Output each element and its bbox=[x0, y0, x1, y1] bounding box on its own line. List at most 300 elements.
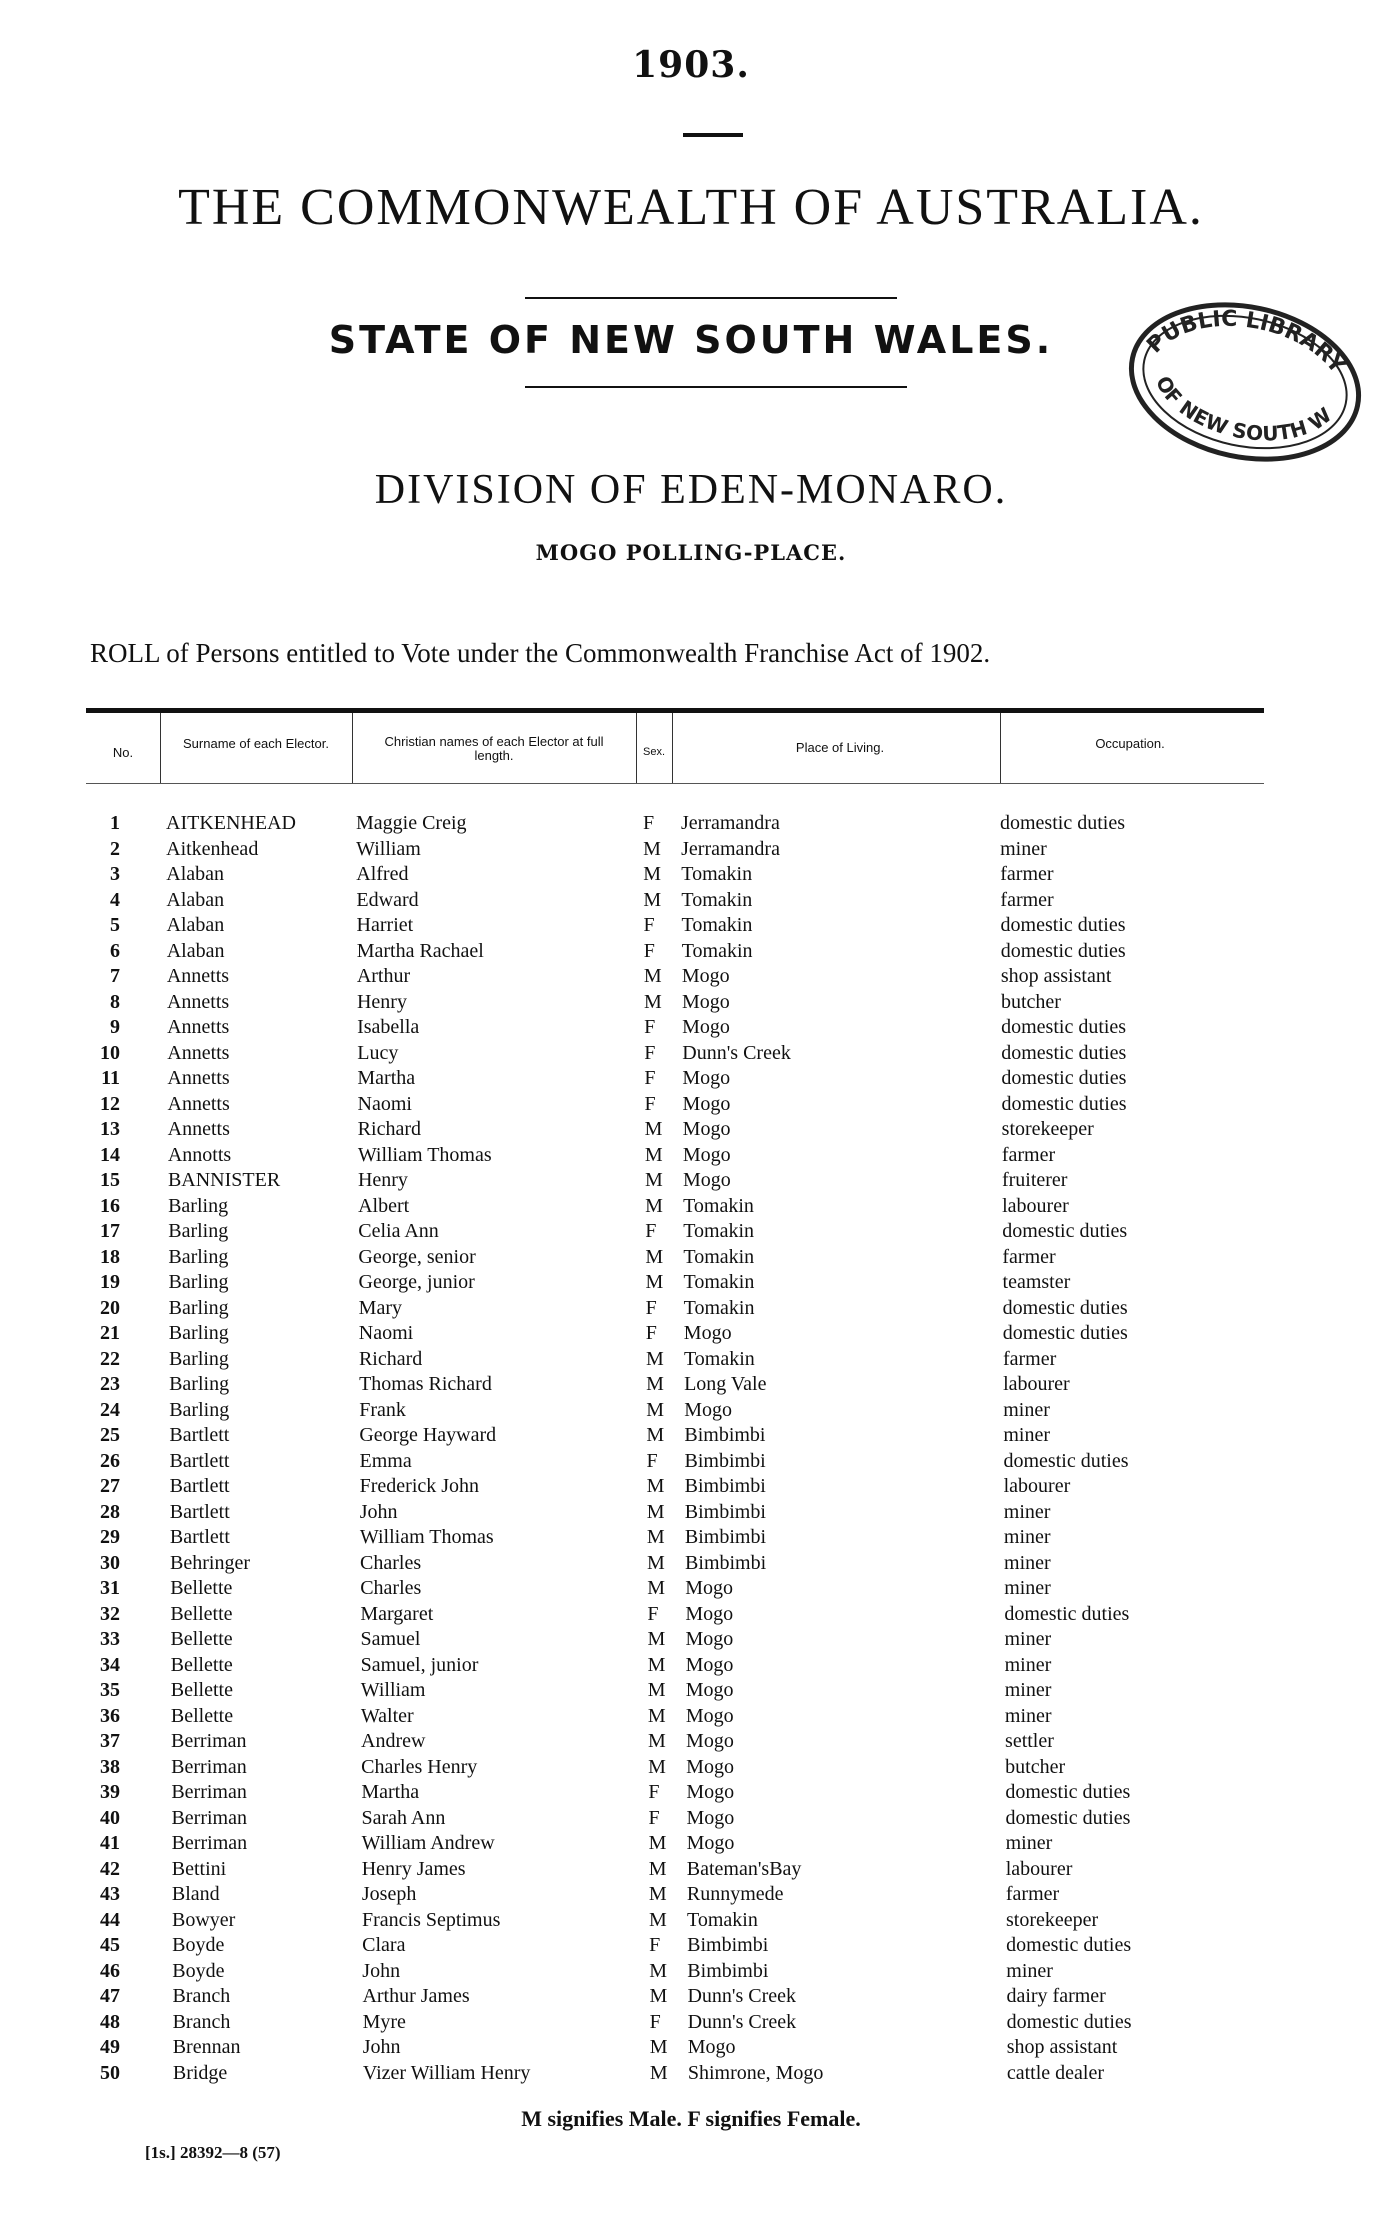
row-number: 38 bbox=[100, 1755, 120, 1778]
place-cell: Mogo bbox=[686, 1730, 734, 1752]
christian-names-cell: Walter bbox=[360, 1704, 414, 1727]
surname-cell: Berriman bbox=[171, 1806, 247, 1829]
place-cell: Mogo bbox=[682, 1169, 731, 1191]
surname-cell: Barling bbox=[168, 1347, 229, 1370]
surname-cell: Annetts bbox=[167, 1016, 230, 1038]
polling-place-title: MOGO POLLING-PLACE. bbox=[535, 540, 847, 565]
table-row bbox=[0, 1424, 1382, 1450]
place-cell: Mogo bbox=[685, 1577, 733, 1599]
christian-names-cell: Edward bbox=[356, 888, 419, 911]
table-row bbox=[0, 2062, 1382, 2088]
occupation-cell: butcher bbox=[1005, 1755, 1066, 1778]
sex-cell: M bbox=[646, 1500, 665, 1523]
occupation-cell: domestic duties bbox=[1001, 1067, 1127, 1089]
row-number: 46 bbox=[100, 1959, 120, 1982]
row-number: 42 bbox=[100, 1857, 120, 1880]
sex-legend: M signifies Male. F signifies Female. bbox=[521, 2106, 861, 2131]
christian-names-cell: Richard bbox=[357, 1118, 421, 1140]
row-number: 43 bbox=[100, 1883, 120, 1905]
surname-cell: Annotts bbox=[167, 1143, 232, 1166]
table-row bbox=[0, 1577, 1382, 1603]
christian-names-cell: Myre bbox=[362, 2010, 406, 2033]
surname-cell: Barling bbox=[168, 1296, 229, 1319]
christian-names-cell: Emma bbox=[359, 1449, 412, 1472]
surname-cell: Bartlett bbox=[169, 1526, 230, 1548]
christian-names-cell: William bbox=[360, 1679, 426, 1701]
occupation-cell: domestic duties bbox=[1001, 1041, 1127, 1064]
place-cell: Bimbimbi bbox=[684, 1424, 766, 1446]
row-number: 41 bbox=[100, 1832, 120, 1854]
place-cell: Bateman'sBay bbox=[686, 1857, 802, 1880]
christian-names-cell: William Thomas bbox=[357, 1143, 492, 1166]
occupation-cell: miner bbox=[1003, 1424, 1051, 1446]
surname-cell: Alaban bbox=[166, 939, 225, 962]
row-number: 29 bbox=[100, 1526, 120, 1548]
table-row bbox=[0, 1552, 1382, 1578]
sex-cell: F bbox=[646, 1449, 658, 1472]
surname-cell: Bellette bbox=[170, 1704, 234, 1727]
sex-cell: M bbox=[645, 1194, 663, 1217]
christian-names-cell: Margaret bbox=[360, 1602, 434, 1625]
place-cell: Mogo bbox=[686, 1755, 734, 1778]
christian-names-cell: Celia Ann bbox=[358, 1220, 439, 1242]
occupation-cell: miner bbox=[1004, 1577, 1051, 1599]
sex-cell: M bbox=[643, 965, 662, 987]
surname-cell: Annetts bbox=[166, 990, 230, 1013]
row-number: 36 bbox=[100, 1704, 120, 1727]
christian-names-cell: Charles bbox=[360, 1577, 422, 1599]
table-row bbox=[0, 1348, 1382, 1374]
sex-cell: F bbox=[645, 1220, 657, 1242]
column-divider bbox=[1000, 713, 1001, 783]
table-row bbox=[0, 1909, 1382, 1935]
surname-cell: Bartlett bbox=[169, 1500, 230, 1523]
row-number: 34 bbox=[100, 1653, 120, 1676]
occupation-cell: domestic duties bbox=[1000, 914, 1126, 936]
sex-cell: F bbox=[643, 914, 655, 936]
sex-cell: F bbox=[648, 1806, 660, 1829]
occupation-cell: domestic duties bbox=[1003, 1449, 1129, 1472]
place-cell: Tomakin bbox=[683, 1194, 754, 1217]
table-row bbox=[0, 1169, 1382, 1195]
surname-cell: Annetts bbox=[167, 1118, 230, 1140]
place-cell: Tomakin bbox=[683, 1245, 755, 1268]
sex-cell: M bbox=[647, 1551, 665, 1574]
occupation-cell: domestic duties bbox=[1002, 1296, 1128, 1319]
row-number: 19 bbox=[100, 1271, 120, 1293]
sex-cell: M bbox=[647, 1679, 666, 1701]
christian-names-cell: Charles Henry bbox=[361, 1755, 478, 1778]
row-number: 44 bbox=[100, 1908, 120, 1931]
row-number: 12 bbox=[100, 1092, 120, 1115]
place-cell: Tomakin bbox=[681, 863, 753, 885]
row-number: 10 bbox=[100, 1041, 120, 1064]
surname-cell: Alaban bbox=[166, 863, 225, 885]
row-number: 37 bbox=[100, 1730, 120, 1752]
column-divider bbox=[160, 713, 161, 783]
table-row bbox=[0, 889, 1382, 915]
sex-cell: M bbox=[643, 888, 662, 911]
commonwealth-title: THE COMMONWEALTH OF AUSTRALIA. bbox=[178, 179, 1204, 236]
surname-cell: Berriman bbox=[171, 1781, 247, 1803]
christian-names-cell: Isabella bbox=[357, 1016, 420, 1038]
christian-names-cell: Samuel, junior bbox=[360, 1653, 479, 1676]
occupation-cell: farmer bbox=[1002, 1245, 1056, 1268]
table-row bbox=[0, 1934, 1382, 1960]
place-cell: Mogo bbox=[686, 1806, 735, 1829]
column-divider bbox=[636, 713, 637, 783]
occupation-cell: domestic duties bbox=[1006, 1934, 1132, 1956]
surname-cell: Brennan bbox=[172, 2036, 241, 2058]
occupation-cell: butcher bbox=[1000, 990, 1061, 1013]
christian-names-cell: Lucy bbox=[357, 1041, 399, 1064]
surname-cell: BANNISTER bbox=[167, 1169, 281, 1191]
table-row bbox=[0, 2011, 1382, 2037]
christian-names-cell: Martha bbox=[357, 1067, 416, 1089]
occupation-cell: labourer bbox=[1003, 1475, 1071, 1497]
occupation-cell: storekeeper bbox=[1006, 1908, 1099, 1931]
sex-cell: M bbox=[644, 1143, 663, 1166]
table-row bbox=[0, 1067, 1382, 1093]
sex-cell: M bbox=[649, 1985, 668, 2007]
table-row bbox=[0, 1373, 1382, 1399]
table-row bbox=[0, 1858, 1382, 1884]
row-number: 15 bbox=[100, 1169, 120, 1191]
sex-cell: M bbox=[644, 1169, 663, 1191]
surname-cell: Bettini bbox=[171, 1857, 227, 1880]
christian-names-cell: Henry James bbox=[361, 1857, 466, 1880]
table-row bbox=[0, 1271, 1382, 1297]
christian-names-cell: Clara bbox=[362, 1934, 406, 1956]
occupation-cell: shop assistant bbox=[1000, 965, 1112, 987]
place-cell: Mogo bbox=[682, 1143, 731, 1166]
table-row bbox=[0, 1118, 1382, 1144]
christian-names-cell: John bbox=[362, 1959, 401, 1982]
place-cell: Mogo bbox=[685, 1602, 734, 1625]
christian-names-cell: Naomi bbox=[357, 1092, 412, 1115]
christian-names-cell: Alfred bbox=[356, 863, 409, 885]
surname-cell: Annetts bbox=[167, 1041, 230, 1064]
christian-names-cell: William Thomas bbox=[359, 1526, 494, 1548]
christian-names-cell: Andrew bbox=[361, 1730, 426, 1752]
sex-cell: M bbox=[646, 1398, 665, 1421]
divider-rule bbox=[525, 386, 907, 388]
place-cell: Dunn's Creek bbox=[682, 1041, 791, 1064]
place-cell: Bimbimbi bbox=[685, 1551, 767, 1574]
occupation-cell: fruiterer bbox=[1001, 1169, 1068, 1191]
christian-names-cell: George, junior bbox=[358, 1271, 475, 1293]
sex-cell: M bbox=[645, 1245, 664, 1268]
occupation-cell: farmer bbox=[1005, 1883, 1060, 1905]
surname-cell: Barling bbox=[168, 1245, 229, 1268]
place-cell: Mogo bbox=[682, 1067, 731, 1089]
place-cell: Tomakin bbox=[681, 914, 753, 936]
table-row bbox=[0, 1832, 1382, 1858]
row-number: 13 bbox=[100, 1118, 120, 1140]
surname-cell: Berriman bbox=[171, 1730, 247, 1752]
table-row bbox=[0, 991, 1382, 1017]
row-number: 8 bbox=[110, 990, 120, 1013]
surname-cell: Bellette bbox=[170, 1602, 233, 1625]
svg-text:PUBLIC LIBRARY: PUBLIC LIBRARY bbox=[1142, 306, 1350, 379]
christian-names-cell: William Andrew bbox=[361, 1832, 495, 1854]
christian-names-cell: Harriet bbox=[356, 914, 414, 936]
place-cell: Mogo bbox=[682, 1016, 730, 1038]
surname-cell: Barling bbox=[168, 1194, 229, 1217]
occupation-cell: miner bbox=[1003, 1500, 1051, 1523]
occupation-cell: settler bbox=[1005, 1730, 1054, 1752]
place-cell: Dunn's Creek bbox=[687, 2010, 797, 2033]
row-number: 6 bbox=[110, 939, 120, 962]
occupation-cell: miner bbox=[1005, 1832, 1053, 1854]
sex-cell: M bbox=[643, 837, 661, 860]
place-cell: Mogo bbox=[686, 1781, 735, 1803]
sex-cell: M bbox=[647, 1628, 666, 1650]
row-number: 9 bbox=[110, 1016, 120, 1038]
place-cell: Mogo bbox=[685, 1704, 734, 1727]
occupation-cell: miner bbox=[1004, 1679, 1052, 1701]
place-cell: Mogo bbox=[684, 1398, 733, 1421]
divider-rule bbox=[525, 297, 897, 299]
place-cell: Tomakin bbox=[683, 1271, 755, 1293]
christian-names-cell: Frederick John bbox=[359, 1475, 480, 1497]
table-row bbox=[0, 1246, 1382, 1272]
christian-names-cell: Joseph bbox=[361, 1883, 417, 1905]
sex-cell: F bbox=[645, 1322, 657, 1344]
place-cell: Mogo bbox=[681, 965, 730, 987]
sex-cell: M bbox=[647, 1577, 665, 1599]
row-number: 16 bbox=[100, 1194, 120, 1217]
place-cell: Tomakin bbox=[681, 939, 753, 962]
surname-cell: Bowyer bbox=[172, 1908, 236, 1931]
occupation-cell: domestic duties bbox=[1005, 1806, 1131, 1829]
occupation-cell: teamster bbox=[1002, 1271, 1071, 1293]
surname-cell: AITKENHEAD bbox=[166, 812, 296, 834]
christian-names-cell: Francis Septimus bbox=[362, 1908, 501, 1931]
table-row bbox=[0, 1960, 1382, 1986]
sex-cell: M bbox=[649, 1908, 667, 1931]
table-row bbox=[0, 1756, 1382, 1782]
christian-names-cell: Vizer William Henry bbox=[362, 2061, 531, 2084]
occupation-cell: miner bbox=[1003, 1526, 1051, 1548]
table-row bbox=[0, 914, 1382, 940]
occupation-cell: domestic duties bbox=[1004, 1602, 1130, 1625]
table-row bbox=[0, 1144, 1382, 1170]
state-title: STATE OF NEW SOUTH WALES. bbox=[328, 318, 1054, 362]
roll-title: ROLL of Persons entitled to Vote under the Commonwealth Franchise Act of 1902. bbox=[90, 638, 991, 668]
print-reference: [1s.] 28392—8 (57) bbox=[145, 2143, 281, 2162]
place-cell: Bimbimbi bbox=[684, 1475, 766, 1497]
col-header-place: Place of Living. bbox=[795, 740, 885, 755]
table-row bbox=[0, 1450, 1382, 1476]
christian-names-cell: John bbox=[359, 1500, 398, 1523]
row-number: 1 bbox=[110, 812, 120, 834]
table-row bbox=[0, 838, 1382, 864]
surname-cell: Bellette bbox=[170, 1628, 233, 1650]
christian-names-cell: Charles bbox=[360, 1551, 422, 1574]
row-number: 31 bbox=[100, 1577, 120, 1599]
surname-cell: Barling bbox=[168, 1322, 229, 1344]
place-cell: Long Vale bbox=[684, 1373, 767, 1395]
place-cell: Mogo bbox=[685, 1653, 734, 1676]
place-cell: Bimbimbi bbox=[684, 1526, 767, 1548]
surname-cell: Berriman bbox=[171, 1832, 248, 1854]
row-number: 45 bbox=[100, 1934, 120, 1956]
christian-names-cell: John bbox=[362, 2036, 401, 2058]
sex-cell: F bbox=[644, 1041, 656, 1064]
table-row bbox=[0, 1730, 1382, 1756]
table-row bbox=[0, 940, 1382, 966]
christian-names-cell: Richard bbox=[358, 1347, 423, 1370]
table-row bbox=[0, 1526, 1382, 1552]
table-top-rule bbox=[86, 708, 1264, 713]
table-row bbox=[0, 1705, 1382, 1731]
christian-names-cell: Arthur bbox=[356, 965, 411, 987]
surname-cell: Bartlett bbox=[169, 1475, 230, 1497]
header-bottom-rule bbox=[86, 783, 1264, 784]
table-row bbox=[0, 1016, 1382, 1042]
col-header-christian-names: Christian names of each Elector at full length. bbox=[384, 734, 604, 763]
sex-cell: M bbox=[648, 1730, 666, 1752]
place-cell: Bimbimbi bbox=[687, 1934, 769, 1956]
row-number: 25 bbox=[100, 1424, 120, 1446]
place-cell: Mogo bbox=[685, 1679, 734, 1701]
sex-cell: M bbox=[647, 1704, 666, 1727]
row-number: 40 bbox=[100, 1806, 120, 1829]
table-row bbox=[0, 1807, 1382, 1833]
col-header-surname: Surname of each Elector. bbox=[183, 736, 329, 751]
surname-cell: Behringer bbox=[170, 1551, 251, 1574]
sex-cell: M bbox=[645, 1271, 664, 1293]
surname-cell: Bellette bbox=[170, 1577, 233, 1599]
table-row bbox=[0, 1679, 1382, 1705]
column-divider bbox=[672, 713, 673, 783]
surname-cell: Branch bbox=[172, 1985, 231, 2007]
table-row bbox=[0, 1220, 1382, 1246]
sex-cell: F bbox=[644, 1092, 656, 1115]
sex-cell: M bbox=[648, 1883, 667, 1905]
table-row bbox=[0, 1399, 1382, 1425]
sex-cell: F bbox=[645, 1296, 657, 1319]
row-number: 3 bbox=[110, 863, 120, 885]
occupation-cell: cattle dealer bbox=[1006, 2061, 1105, 2084]
christian-names-cell: Mary bbox=[358, 1296, 402, 1319]
sex-cell: F bbox=[643, 812, 655, 834]
christian-names-cell: Samuel bbox=[360, 1628, 421, 1650]
table-row bbox=[0, 1475, 1382, 1501]
sex-cell: F bbox=[647, 1602, 659, 1625]
place-cell: Tomakin bbox=[683, 1296, 755, 1319]
surname-cell: Bellette bbox=[170, 1653, 233, 1676]
christian-names-cell: Thomas Richard bbox=[359, 1373, 492, 1395]
surname-cell: Berriman bbox=[171, 1755, 247, 1778]
surname-cell: Boyde bbox=[172, 1959, 225, 1982]
sex-cell: F bbox=[643, 939, 655, 962]
column-divider bbox=[352, 713, 353, 783]
occupation-cell: farmer bbox=[1002, 1347, 1057, 1370]
surname-cell: Boyde bbox=[172, 1934, 225, 1956]
sex-cell: F bbox=[644, 1016, 656, 1038]
sex-cell: M bbox=[643, 990, 662, 1013]
occupation-cell: domestic duties bbox=[1001, 1016, 1127, 1038]
table-row bbox=[0, 1322, 1382, 1348]
surname-cell: Bland bbox=[171, 1883, 220, 1905]
surname-cell: Barling bbox=[168, 1220, 229, 1242]
place-cell: Runnymede bbox=[686, 1883, 784, 1905]
surname-cell: Barling bbox=[169, 1373, 230, 1395]
row-number: 4 bbox=[110, 888, 120, 911]
row-number: 22 bbox=[100, 1347, 120, 1370]
row-number: 32 bbox=[100, 1602, 120, 1625]
table-row bbox=[0, 1297, 1382, 1323]
svg-text:OF NEW SOUTH WALES: OF NEW SOUTH WALES bbox=[1150, 372, 1336, 446]
occupation-cell: farmer bbox=[1000, 863, 1054, 885]
row-number: 30 bbox=[100, 1551, 120, 1574]
col-header-sex: Sex. bbox=[642, 746, 665, 758]
row-number: 28 bbox=[100, 1500, 120, 1523]
row-number: 39 bbox=[100, 1781, 120, 1803]
occupation-cell: miner bbox=[1004, 1704, 1052, 1727]
occupation-cell: domestic duties bbox=[1002, 1220, 1128, 1242]
row-number: 2 bbox=[110, 837, 120, 860]
table-row bbox=[0, 1883, 1382, 1909]
christian-names-cell: Martha bbox=[361, 1781, 420, 1803]
occupation-cell: miner bbox=[1003, 1398, 1050, 1421]
sex-cell: F bbox=[649, 2010, 661, 2033]
christian-names-cell: George Hayward bbox=[359, 1424, 497, 1446]
row-number: 49 bbox=[100, 2036, 120, 2058]
surname-cell: Alaban bbox=[166, 888, 225, 911]
occupation-cell: labourer bbox=[1005, 1857, 1073, 1880]
divider-dash bbox=[683, 133, 743, 137]
occupation-cell: domestic duties bbox=[1002, 1322, 1128, 1344]
place-cell: Jerramandra bbox=[681, 837, 780, 860]
christian-names-cell: William bbox=[356, 837, 421, 860]
row-number: 26 bbox=[100, 1449, 120, 1472]
sex-cell: M bbox=[645, 1347, 664, 1370]
row-number: 17 bbox=[100, 1220, 120, 1242]
place-cell: Mogo bbox=[682, 1118, 731, 1140]
row-number: 33 bbox=[100, 1628, 120, 1650]
place-cell: Shimrone, Mogo bbox=[687, 2061, 824, 2084]
row-number: 5 bbox=[110, 914, 120, 936]
surname-cell: Annetts bbox=[167, 1067, 230, 1089]
occupation-cell: labourer bbox=[1002, 1194, 1069, 1217]
sex-cell: M bbox=[646, 1424, 665, 1446]
col-header-occupation: Occupation. bbox=[1095, 736, 1165, 751]
christian-names-cell: Arthur James bbox=[362, 1985, 470, 2007]
occupation-cell: miner bbox=[1000, 837, 1047, 860]
surname-cell: Bridge bbox=[172, 2061, 228, 2084]
table-row bbox=[0, 1093, 1382, 1119]
sex-cell: M bbox=[648, 1832, 667, 1854]
occupation-cell: domestic duties bbox=[1006, 2010, 1132, 2033]
year-heading: 1903. bbox=[632, 44, 750, 86]
table-row bbox=[0, 812, 1382, 838]
christian-names-cell: Naomi bbox=[358, 1322, 414, 1344]
christian-names-cell: George, senior bbox=[358, 1245, 476, 1268]
occupation-cell: miner bbox=[1004, 1653, 1052, 1676]
col-header-no: No. bbox=[112, 745, 134, 760]
row-number: 50 bbox=[100, 2061, 120, 2084]
place-cell: Mogo bbox=[682, 1092, 731, 1115]
sex-cell: F bbox=[648, 1781, 660, 1803]
christian-names-cell: Maggie Creig bbox=[356, 812, 467, 834]
occupation-cell: miner bbox=[1006, 1959, 1053, 1982]
table-row bbox=[0, 1603, 1382, 1629]
place-cell: Mogo bbox=[683, 1322, 732, 1344]
row-number: 21 bbox=[100, 1322, 120, 1344]
